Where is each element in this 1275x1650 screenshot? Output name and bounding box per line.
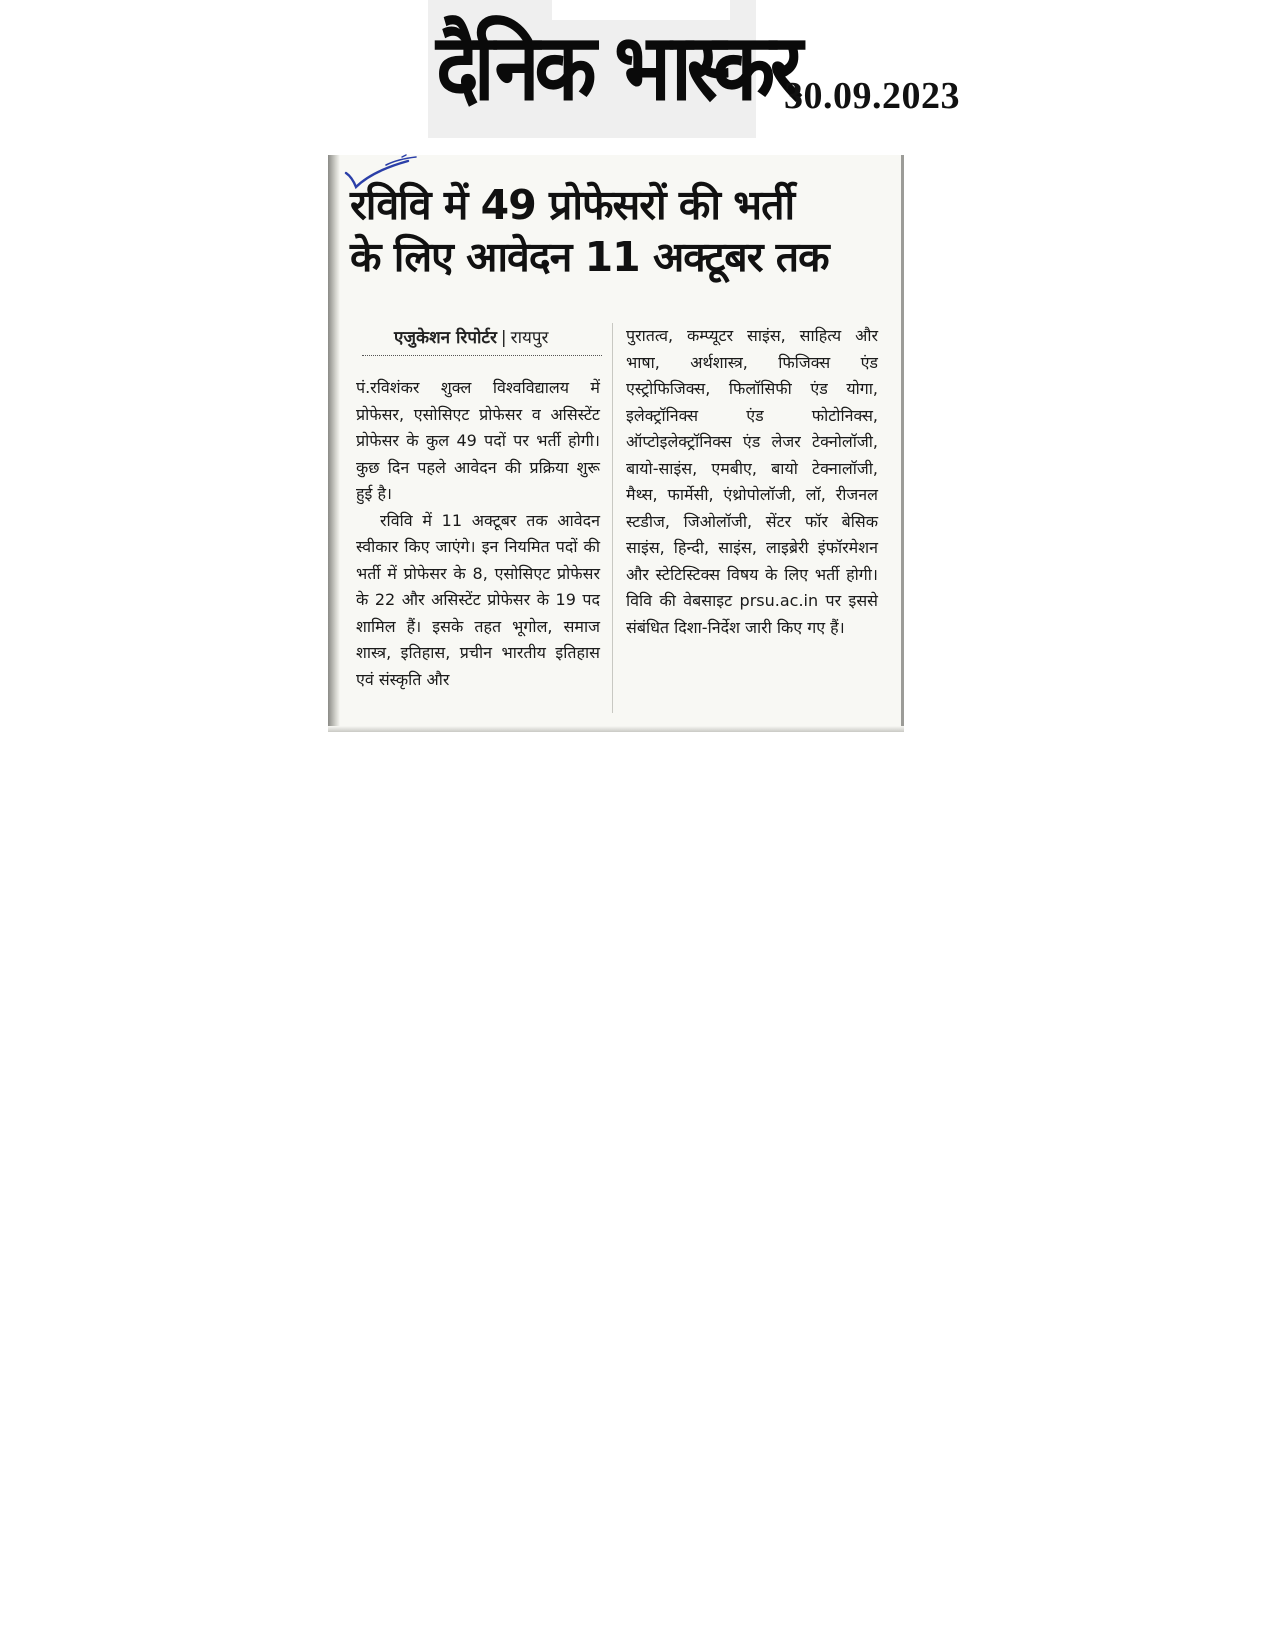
article-paragraph-3: पुरातत्व, कम्प्यूटर साइंस, साहित्य और भाषा, अर्थशास्त्र, फिजिक्स एंड एस्ट्रोफिजिक्स, फिलॉसिफी एंड योगा, इलेक्ट्रॉनिक्स एंड फोटोनिक्स, ऑप्टोइलेक्ट्रॉनिक्स एंड लेजर टेक्नोलॉजी, बायो-साइंस, एमबीए, बायो टेक्नालॉजी, मैथ्स, फार्मेसी, एंथ्रोपोलॉजी, लॉ, रीजनल स्टडीज, जिओलॉजी, सेंटर फॉर बेसिक साइंस, हिन्दी, साइंस, लाइब्रेरी इंफॉरमेशन और स्टेटिस्टिक्स विषय के लिए भर्ती होगी। विवि की वेबसाइट prsu.ac.in पर इससे संबंधित दिशा-निर्देश जारी किए गए हैं। — [626, 326, 878, 637]
newspaper-logo: दैनिक भास्कर — [436, 14, 798, 121]
article-headline — [350, 179, 890, 283]
headline-line-1: रविवि में 49 प्रोफेसरों की भर्ती — [350, 181, 795, 229]
byline-location: रायपुर — [510, 328, 549, 348]
article-byline — [394, 325, 548, 348]
byline-divider — [362, 355, 602, 356]
article-paragraph-1: पं.रविशंकर शुक्ल विश्वविद्यालय में प्रोफेसर, एसोसिएट प्रोफेसर व असिस्टेंट प्रोफेसर के कुल 49 पदों पर भर्ती होगी। कुछ दिन पहले आवेदन की प्रक्रिया शुरू हुई है। — [356, 378, 600, 503]
publication-date: 30.09.2023 — [784, 75, 960, 117]
article-paragraph-2: रविवि में 11 अक्टूबर तक आवेदन स्वीकार किए जाएंगे। इन नियमित पदों की भर्ती में प्रोफेसर के 8, एसोसिएट प्रोफेसर के 22 और असिस्टेंट प्रोफेसर के 19 पद शामिल हैं। इसके तहत भूगोल, समाज शास्त्र, इतिहास, प्रचीन भारतीय इतिहास एवं संस्कृति और — [356, 510, 600, 689]
byline-reporter: एजुकेशन रिपोर्टर — [394, 328, 497, 348]
headline-line-2: के लिए आवेदन 11 अक्टूबर तक — [350, 233, 829, 281]
clipping-bottom-edge — [328, 726, 904, 732]
column-divider — [612, 323, 613, 713]
article-column-right — [626, 323, 878, 641]
newspaper-masthead — [428, 0, 798, 138]
article-column-left — [356, 375, 600, 693]
clipping-right-edge — [901, 155, 904, 732]
clipping-left-edge — [328, 155, 340, 732]
byline-separator: | — [500, 328, 507, 348]
news-clipping — [328, 155, 904, 732]
